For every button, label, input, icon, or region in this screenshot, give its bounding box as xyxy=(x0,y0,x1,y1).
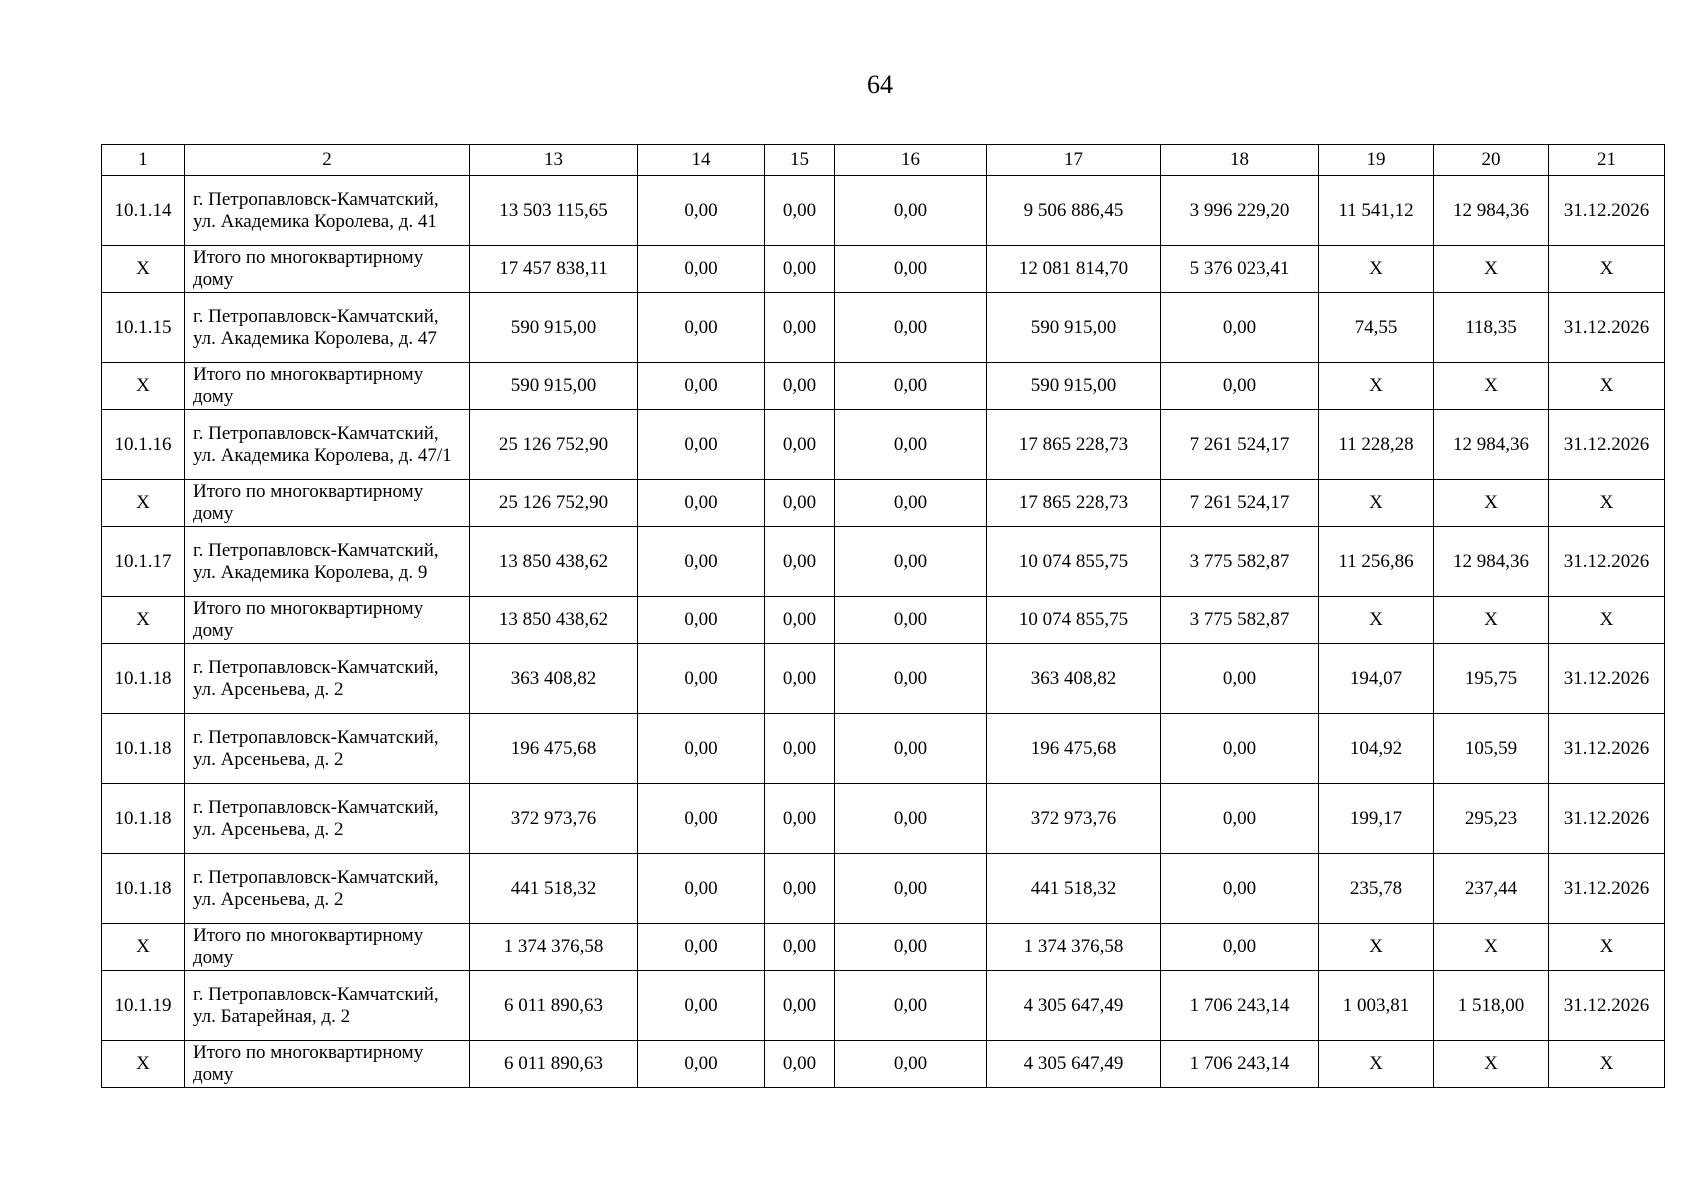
table-row xyxy=(102,971,1665,1041)
col-14-cell: 0,00 xyxy=(638,854,765,924)
col-13-cell: 372 973,76 xyxy=(470,784,638,854)
col-20-cell: X xyxy=(1434,246,1549,293)
col-20-cell: X xyxy=(1434,597,1549,644)
col-16-cell: 0,00 xyxy=(835,597,987,644)
col-19-cell: X xyxy=(1319,1041,1434,1088)
address-cell: г. Петропавловск-Камчатский, ул. Арсеньева, д. 2 xyxy=(185,854,470,924)
row-number: X xyxy=(102,924,185,971)
col-20-cell: 295,23 xyxy=(1434,784,1549,854)
col-17-cell: 9 506 886,45 xyxy=(987,176,1161,246)
col-15-cell: 0,00 xyxy=(765,527,835,597)
col-13-cell: 590 915,00 xyxy=(470,363,638,410)
col-18-cell: 0,00 xyxy=(1161,644,1319,714)
col-18-cell: 7 261 524,17 xyxy=(1161,410,1319,480)
column-header-20: 20 xyxy=(1434,145,1549,176)
col-16-cell: 0,00 xyxy=(835,714,987,784)
col-18-cell: 5 376 023,41 xyxy=(1161,246,1319,293)
col-14-cell: 0,00 xyxy=(638,363,765,410)
col-17-cell: 590 915,00 xyxy=(987,363,1161,410)
address-cell: г. Петропавловск-Камчатский, ул. Академика Королева, д. 47 xyxy=(185,293,470,363)
col-15-cell: 0,00 xyxy=(765,854,835,924)
deadline-cell: 31.12.2026 xyxy=(1549,784,1665,854)
address-cell: г. Петропавловск-Камчатский, ул. Арсеньева, д. 2 xyxy=(185,784,470,854)
col-14-cell: 0,00 xyxy=(638,527,765,597)
column-header-18: 18 xyxy=(1161,145,1319,176)
col-14-cell: 0,00 xyxy=(638,480,765,527)
col-14-cell: 0,00 xyxy=(638,410,765,480)
col-19-cell: 11 228,28 xyxy=(1319,410,1434,480)
col-18-cell: 0,00 xyxy=(1161,714,1319,784)
col-15-cell: 0,00 xyxy=(765,293,835,363)
deadline-cell: 31.12.2026 xyxy=(1549,176,1665,246)
col-19-cell: 194,07 xyxy=(1319,644,1434,714)
col-17-cell: 4 305 647,49 xyxy=(987,971,1161,1041)
col-17-cell: 12 081 814,70 xyxy=(987,246,1161,293)
col-15-cell: 0,00 xyxy=(765,924,835,971)
col-16-cell: 0,00 xyxy=(835,784,987,854)
address-cell: г. Петропавловск-Камчатский, ул. Академика Королева, д. 47/1 xyxy=(185,410,470,480)
total-row xyxy=(102,363,1665,410)
col-14-cell: 0,00 xyxy=(638,784,765,854)
table-row xyxy=(102,293,1665,363)
column-header-14: 14 xyxy=(638,145,765,176)
col-20-cell: 195,75 xyxy=(1434,644,1549,714)
col-15-cell: 0,00 xyxy=(765,363,835,410)
col-13-cell: 13 503 115,65 xyxy=(470,176,638,246)
col-13-cell: 13 850 438,62 xyxy=(470,527,638,597)
total-row xyxy=(102,597,1665,644)
col-15-cell: 0,00 xyxy=(765,480,835,527)
row-number: X xyxy=(102,363,185,410)
col-17-cell: 17 865 228,73 xyxy=(987,410,1161,480)
col-13-cell: 590 915,00 xyxy=(470,293,638,363)
col-13-cell: 6 011 890,63 xyxy=(470,1041,638,1088)
col-16-cell: 0,00 xyxy=(835,854,987,924)
deadline-cell: X xyxy=(1549,480,1665,527)
col-17-cell: 1 374 376,58 xyxy=(987,924,1161,971)
col-14-cell: 0,00 xyxy=(638,1041,765,1088)
col-19-cell: X xyxy=(1319,597,1434,644)
col-19-cell: X xyxy=(1319,246,1434,293)
col-14-cell: 0,00 xyxy=(638,971,765,1041)
col-18-cell: 0,00 xyxy=(1161,854,1319,924)
col-18-cell: 3 775 582,87 xyxy=(1161,527,1319,597)
col-20-cell: 118,35 xyxy=(1434,293,1549,363)
table-row xyxy=(102,784,1665,854)
col-16-cell: 0,00 xyxy=(835,293,987,363)
col-14-cell: 0,00 xyxy=(638,293,765,363)
table-row xyxy=(102,644,1665,714)
col-13-cell: 17 457 838,11 xyxy=(470,246,638,293)
col-18-cell: 3 996 229,20 xyxy=(1161,176,1319,246)
col-19-cell: X xyxy=(1319,480,1434,527)
column-header-2: 2 xyxy=(185,145,470,176)
col-20-cell: 12 984,36 xyxy=(1434,527,1549,597)
col-17-cell: 363 408,82 xyxy=(987,644,1161,714)
col-14-cell: 0,00 xyxy=(638,714,765,784)
col-17-cell: 17 865 228,73 xyxy=(987,480,1161,527)
total-row xyxy=(102,1041,1665,1088)
col-16-cell: 0,00 xyxy=(835,527,987,597)
col-18-cell: 3 775 582,87 xyxy=(1161,597,1319,644)
col-16-cell: 0,00 xyxy=(835,246,987,293)
address-cell: Итого по многоквартирному дому xyxy=(185,363,470,410)
col-15-cell: 0,00 xyxy=(765,644,835,714)
col-20-cell: X xyxy=(1434,480,1549,527)
col-15-cell: 0,00 xyxy=(765,784,835,854)
program-table xyxy=(101,144,1665,1088)
deadline-cell: X xyxy=(1549,363,1665,410)
col-14-cell: 0,00 xyxy=(638,246,765,293)
deadline-cell: X xyxy=(1549,924,1665,971)
col-20-cell: X xyxy=(1434,1041,1549,1088)
col-14-cell: 0,00 xyxy=(638,644,765,714)
deadline-cell: 31.12.2026 xyxy=(1549,644,1665,714)
col-15-cell: 0,00 xyxy=(765,246,835,293)
col-20-cell: 237,44 xyxy=(1434,854,1549,924)
col-16-cell: 0,00 xyxy=(835,410,987,480)
col-19-cell: 11 541,12 xyxy=(1319,176,1434,246)
address-cell: Итого по многоквартирному дому xyxy=(185,246,470,293)
row-number: 10.1.18 xyxy=(102,854,185,924)
col-19-cell: 235,78 xyxy=(1319,854,1434,924)
col-13-cell: 6 011 890,63 xyxy=(470,971,638,1041)
col-16-cell: 0,00 xyxy=(835,176,987,246)
col-16-cell: 0,00 xyxy=(835,971,987,1041)
column-header-15: 15 xyxy=(765,145,835,176)
deadline-cell: X xyxy=(1549,1041,1665,1088)
column-header-21: 21 xyxy=(1549,145,1665,176)
col-13-cell: 441 518,32 xyxy=(470,854,638,924)
row-number: 10.1.18 xyxy=(102,714,185,784)
col-20-cell: 105,59 xyxy=(1434,714,1549,784)
row-number: X xyxy=(102,597,185,644)
col-18-cell: 0,00 xyxy=(1161,293,1319,363)
col-19-cell: X xyxy=(1319,363,1434,410)
col-20-cell: 12 984,36 xyxy=(1434,410,1549,480)
col-15-cell: 0,00 xyxy=(765,971,835,1041)
col-14-cell: 0,00 xyxy=(638,597,765,644)
col-17-cell: 10 074 855,75 xyxy=(987,527,1161,597)
table-row xyxy=(102,854,1665,924)
header-row xyxy=(102,145,1665,176)
col-15-cell: 0,00 xyxy=(765,176,835,246)
col-17-cell: 372 973,76 xyxy=(987,784,1161,854)
col-20-cell: 12 984,36 xyxy=(1434,176,1549,246)
row-number: 10.1.17 xyxy=(102,527,185,597)
col-19-cell: 1 003,81 xyxy=(1319,971,1434,1041)
address-cell: Итого по многоквартирному дому xyxy=(185,480,470,527)
col-13-cell: 196 475,68 xyxy=(470,714,638,784)
table-body xyxy=(102,176,1665,1088)
col-17-cell: 4 305 647,49 xyxy=(987,1041,1161,1088)
deadline-cell: 31.12.2026 xyxy=(1549,971,1665,1041)
deadline-cell: 31.12.2026 xyxy=(1549,714,1665,784)
col-18-cell: 1 706 243,14 xyxy=(1161,1041,1319,1088)
deadline-cell: 31.12.2026 xyxy=(1549,527,1665,597)
col-19-cell: X xyxy=(1319,924,1434,971)
col-18-cell: 7 261 524,17 xyxy=(1161,480,1319,527)
row-number: 10.1.18 xyxy=(102,644,185,714)
table-row xyxy=(102,176,1665,246)
row-number: X xyxy=(102,1041,185,1088)
total-row xyxy=(102,246,1665,293)
col-18-cell: 0,00 xyxy=(1161,363,1319,410)
total-row xyxy=(102,480,1665,527)
column-header-1: 1 xyxy=(102,145,185,176)
col-20-cell: X xyxy=(1434,363,1549,410)
row-number: 10.1.16 xyxy=(102,410,185,480)
col-15-cell: 0,00 xyxy=(765,597,835,644)
address-cell: Итого по многоквартирному дому xyxy=(185,1041,470,1088)
col-13-cell: 1 374 376,58 xyxy=(470,924,638,971)
total-row xyxy=(102,924,1665,971)
col-16-cell: 0,00 xyxy=(835,480,987,527)
col-16-cell: 0,00 xyxy=(835,363,987,410)
col-16-cell: 0,00 xyxy=(835,644,987,714)
col-15-cell: 0,00 xyxy=(765,1041,835,1088)
col-19-cell: 104,92 xyxy=(1319,714,1434,784)
deadline-cell: X xyxy=(1549,246,1665,293)
col-14-cell: 0,00 xyxy=(638,176,765,246)
table-row xyxy=(102,714,1665,784)
col-13-cell: 13 850 438,62 xyxy=(470,597,638,644)
table-row xyxy=(102,527,1665,597)
col-20-cell: 1 518,00 xyxy=(1434,971,1549,1041)
col-20-cell: X xyxy=(1434,924,1549,971)
deadline-cell: X xyxy=(1549,597,1665,644)
deadline-cell: 31.12.2026 xyxy=(1549,854,1665,924)
column-header-16: 16 xyxy=(835,145,987,176)
row-number: X xyxy=(102,480,185,527)
deadline-cell: 31.12.2026 xyxy=(1549,410,1665,480)
column-header-17: 17 xyxy=(987,145,1161,176)
address-cell: г. Петропавловск-Камчатский, ул. Арсеньева, д. 2 xyxy=(185,714,470,784)
address-cell: Итого по многоквартирному дому xyxy=(185,924,470,971)
col-19-cell: 199,17 xyxy=(1319,784,1434,854)
col-14-cell: 0,00 xyxy=(638,924,765,971)
col-13-cell: 25 126 752,90 xyxy=(470,410,638,480)
col-17-cell: 196 475,68 xyxy=(987,714,1161,784)
row-number: 10.1.19 xyxy=(102,971,185,1041)
col-16-cell: 0,00 xyxy=(835,1041,987,1088)
col-18-cell: 0,00 xyxy=(1161,924,1319,971)
col-15-cell: 0,00 xyxy=(765,410,835,480)
address-cell: Итого по многоквартирному дому xyxy=(185,597,470,644)
col-13-cell: 363 408,82 xyxy=(470,644,638,714)
address-cell: г. Петропавловск-Камчатский, ул. Академика Королева, д. 41 xyxy=(185,176,470,246)
deadline-cell: 31.12.2026 xyxy=(1549,293,1665,363)
address-cell: г. Петропавловск-Камчатский, ул. Батарейная, д. 2 xyxy=(185,971,470,1041)
col-18-cell: 0,00 xyxy=(1161,784,1319,854)
col-13-cell: 25 126 752,90 xyxy=(470,480,638,527)
col-15-cell: 0,00 xyxy=(765,714,835,784)
column-header-13: 13 xyxy=(470,145,638,176)
col-17-cell: 10 074 855,75 xyxy=(987,597,1161,644)
col-19-cell: 74,55 xyxy=(1319,293,1434,363)
col-17-cell: 590 915,00 xyxy=(987,293,1161,363)
col-17-cell: 441 518,32 xyxy=(987,854,1161,924)
row-number: 10.1.18 xyxy=(102,784,185,854)
row-number: 10.1.15 xyxy=(102,293,185,363)
col-18-cell: 1 706 243,14 xyxy=(1161,971,1319,1041)
table-row xyxy=(102,410,1665,480)
row-number: X xyxy=(102,246,185,293)
page-number: 64 xyxy=(867,70,893,99)
col-16-cell: 0,00 xyxy=(835,924,987,971)
column-header-19: 19 xyxy=(1319,145,1434,176)
row-number: 10.1.14 xyxy=(102,176,185,246)
col-19-cell: 11 256,86 xyxy=(1319,527,1434,597)
address-cell: г. Петропавловск-Камчатский, ул. Арсеньева, д. 2 xyxy=(185,644,470,714)
address-cell: г. Петропавловск-Камчатский, ул. Академика Королева, д. 9 xyxy=(185,527,470,597)
